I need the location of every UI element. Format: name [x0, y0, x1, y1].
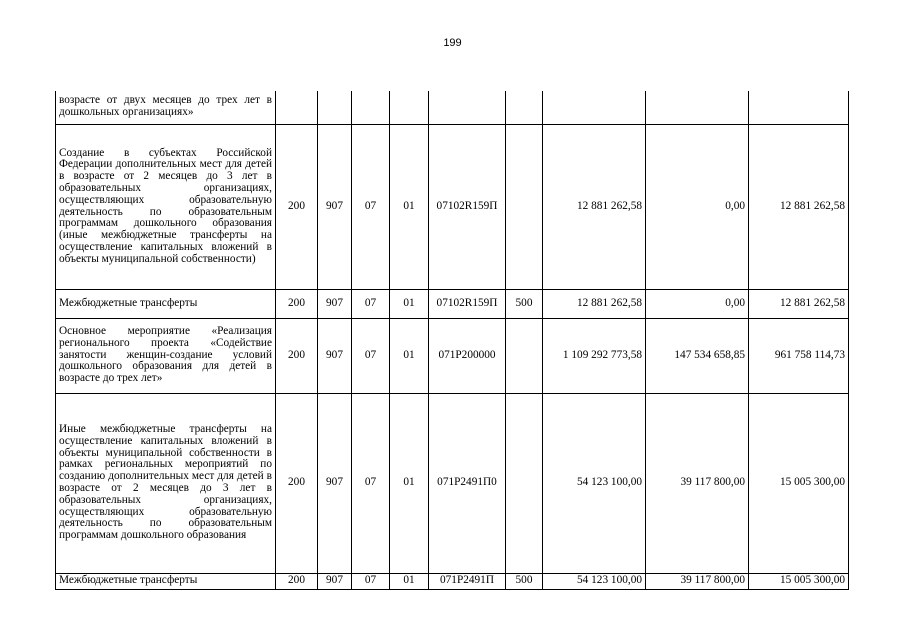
row-description: Межбюджетные трансферты: [56, 573, 276, 589]
cell-c4: [390, 91, 429, 124]
cell-amount-2: 39 117 800,00: [646, 573, 749, 589]
cell-amount-1: 54 123 100,00: [543, 393, 646, 573]
cell-amount-2: 147 534 658,85: [646, 318, 749, 393]
cell-c4: 01: [390, 124, 429, 289]
cell-c1: 200: [276, 124, 318, 289]
cell-vr: 500: [506, 573, 543, 589]
cell-amount-3: 961 758 114,73: [749, 318, 849, 393]
cell-c4: 01: [390, 318, 429, 393]
cell-amount-2: 0,00: [646, 289, 749, 318]
table-row: [56, 124, 849, 289]
table-row: [56, 91, 849, 124]
cell-code: 071P2491П: [429, 573, 506, 589]
cell-amount-3: [749, 91, 849, 124]
cell-amount-3: 12 881 262,58: [749, 124, 849, 289]
budget-table: [55, 91, 849, 590]
cell-amount-3: 12 881 262,58: [749, 289, 849, 318]
row-description: возрасте от двух месяцев до трех лет в дошкольных организациях»: [56, 91, 276, 124]
row-description: Межбюджетные трансферты: [56, 289, 276, 318]
cell-code: 07102R159П: [429, 289, 506, 318]
page-number: 199: [443, 37, 462, 49]
cell-amount-1: 1 109 292 773,58: [543, 318, 646, 393]
cell-amount-1: 12 881 262,58: [543, 289, 646, 318]
cell-c4: 01: [390, 573, 429, 589]
cell-vr: [506, 91, 543, 124]
cell-code: 071P2491П0: [429, 393, 506, 573]
cell-c1: [276, 91, 318, 124]
cell-c2: 907: [318, 393, 352, 573]
cell-c3: 07: [352, 573, 390, 589]
cell-c3: 07: [352, 393, 390, 573]
cell-vr: [506, 318, 543, 393]
cell-amount-3: 15 005 300,00: [749, 573, 849, 589]
cell-c1: 200: [276, 318, 318, 393]
cell-vr: [506, 124, 543, 289]
cell-c4: 01: [390, 289, 429, 318]
cell-c1: 200: [276, 573, 318, 589]
row-description: Иные межбюджетные трансферты на осуществление капитальных вложений в объекты муниципальной собственности в рамках региональных мероприятий по созданию дополнительных мест для детей в возрасте от 2 месяцев до 3 лет в образовательных организациях, осуществляющих образовательную деятельность по образовательным программам дошкольного образования: [56, 393, 276, 573]
cell-vr: [506, 393, 543, 573]
cell-c2: 907: [318, 124, 352, 289]
cell-c4: 01: [390, 393, 429, 573]
cell-amount-1: 54 123 100,00: [543, 573, 646, 589]
cell-c2: [318, 91, 352, 124]
table-row: [56, 393, 849, 573]
cell-c2: 907: [318, 573, 352, 589]
table-row: [56, 573, 849, 589]
cell-amount-2: [646, 91, 749, 124]
cell-amount-2: 0,00: [646, 124, 749, 289]
cell-c2: 907: [318, 318, 352, 393]
cell-code: 071P200000: [429, 318, 506, 393]
cell-code: [429, 91, 506, 124]
cell-amount-1: 12 881 262,58: [543, 124, 646, 289]
cell-amount-1: [543, 91, 646, 124]
cell-vr: 500: [506, 289, 543, 318]
table-row: [56, 289, 849, 318]
cell-code: 07102R159П: [429, 124, 506, 289]
cell-amount-3: 15 005 300,00: [749, 393, 849, 573]
cell-amount-2: 39 117 800,00: [646, 393, 749, 573]
cell-c3: 07: [352, 289, 390, 318]
cell-c1: 200: [276, 289, 318, 318]
cell-c1: 200: [276, 393, 318, 573]
table-row: [56, 318, 849, 393]
row-description: Основное мероприятие «Реализация регионального проекта «Содействие занятости женщин-создание условий дошкольного образования для детей в возрасте до трех лет»: [56, 318, 276, 393]
cell-c3: 07: [352, 318, 390, 393]
cell-c3: [352, 91, 390, 124]
cell-c2: 907: [318, 289, 352, 318]
row-description: Создание в субъектах Российской Федерации дополнительных мест для детей в возрасте от 2 месяцев до 3 лет в образовательных организациях, осуществляющих образовательную деятельность по образовательным программам дошкольного образования (иные межбюджетные трансферты на осуществление капитальных вложений в объекты муниципальной собственности): [56, 124, 276, 289]
cell-c3: 07: [352, 124, 390, 289]
